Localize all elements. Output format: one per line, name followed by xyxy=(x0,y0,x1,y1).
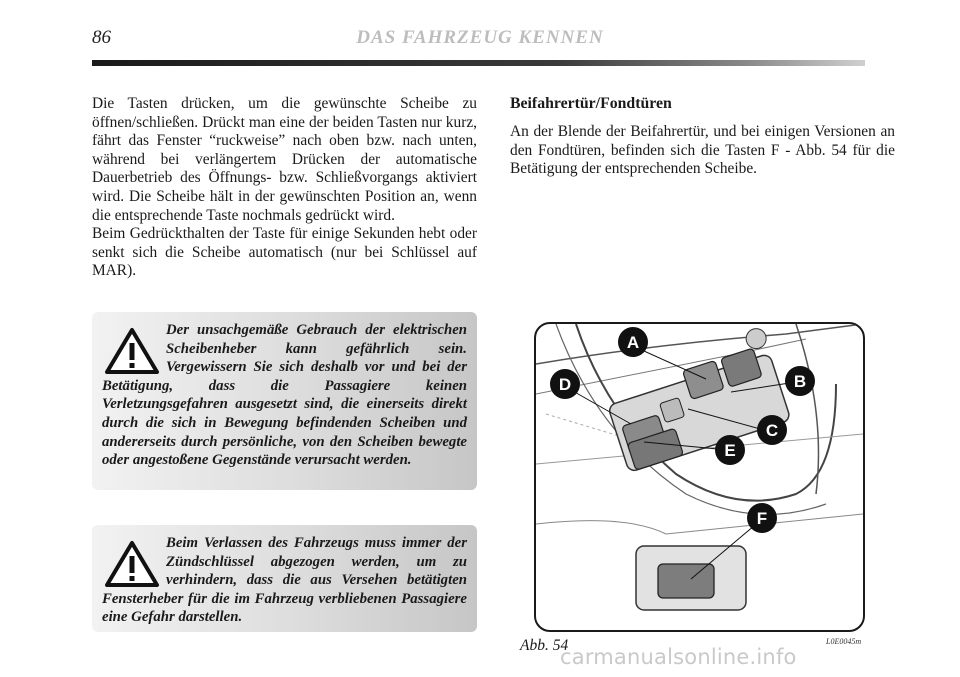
figure-code: L0E0045m xyxy=(826,637,862,646)
label-f xyxy=(747,503,777,533)
svg-text:E: E xyxy=(724,441,736,460)
figure-window-switches xyxy=(534,322,865,632)
header-rule xyxy=(92,60,865,66)
warning-triangle-icon xyxy=(104,540,160,588)
label-d xyxy=(550,369,580,399)
page-number: 86 xyxy=(92,27,111,48)
section-title-passenger-doors: Beifahrertür/Fondtüren xyxy=(510,95,672,112)
svg-text:C: C xyxy=(765,421,779,440)
page-header-title: DAS FAHRZEUG KENNEN xyxy=(356,27,604,48)
second-paragraph: Beim Gedrückthalten der Taste für einige Sekunden hebt oder senkt sich die Scheibe automatisch (nur bei Schlüssel auf MAR). xyxy=(92,225,477,280)
warning-triangle-icon xyxy=(104,327,160,375)
svg-text:A: A xyxy=(626,333,640,352)
right-column xyxy=(510,95,895,179)
svg-text:B: B xyxy=(793,372,807,391)
label-a xyxy=(618,327,648,357)
watermark: carmanualsonline.info xyxy=(560,645,797,669)
intro-paragraph: Die Tasten drücken, um die gewünschte Scheibe zu öffnen/schließen. Drückt man eine der beiden Tasten nur kurz, fährt das Fenster “ruckweise” nach oben bzw. nach unten, während bei verlängertem Drücken der automatische Dauerbetrieb des Öffnungs- bzw. Schließvorgangs aktiviert wird. Die Scheibe hält in der gewünschten Position an, wenn die entsprechende Taste nochmals gedrückt wird. xyxy=(92,95,477,224)
warning-text-electric-windows: Der unsachgemäße Gebrauch der elektrischen Scheibenheber kann gefährlich sein. Vergewissern Sie sich deshalb vor und bei der Betätigung, dass die Passagiere keinen Verletzungsgefahren ausgesetzt sind, die einerseits direkt durch die sich in Bewegung befindenden Scheiben und andererseits durch persönliche, von den Scheiben bewegte oder angestoßene Gegenstände verursacht werden. xyxy=(102,322,467,469)
warning-text-ignition-key: Beim Verlassen des Fahrzeugs muss immer der Zündschlüssel abgezogen werden, um zu verhindern, dass die aus Versehen betätigten Fensterheber für die im Fahrzeug verbliebenen Passagiere eine Gefahr darstellen. xyxy=(102,535,467,626)
left-column xyxy=(92,95,477,281)
warning-box-ignition-key xyxy=(92,525,477,632)
svg-text:D: D xyxy=(558,375,572,394)
label-b xyxy=(785,366,815,396)
warning-box-electric-windows xyxy=(92,312,477,490)
svg-text:F: F xyxy=(756,509,768,528)
window-switch-illustration xyxy=(536,324,863,630)
figure-caption: Abb. 54 xyxy=(520,637,569,654)
passenger-doors-paragraph: An der Blende der Beifahrertür, und bei einigen Versionen an den Fondtüren, befinden sich die Tasten F - Abb. 54 für die Betätigung der entsprechenden Scheibe. xyxy=(510,123,895,178)
label-c xyxy=(757,415,787,445)
label-e xyxy=(715,435,745,465)
